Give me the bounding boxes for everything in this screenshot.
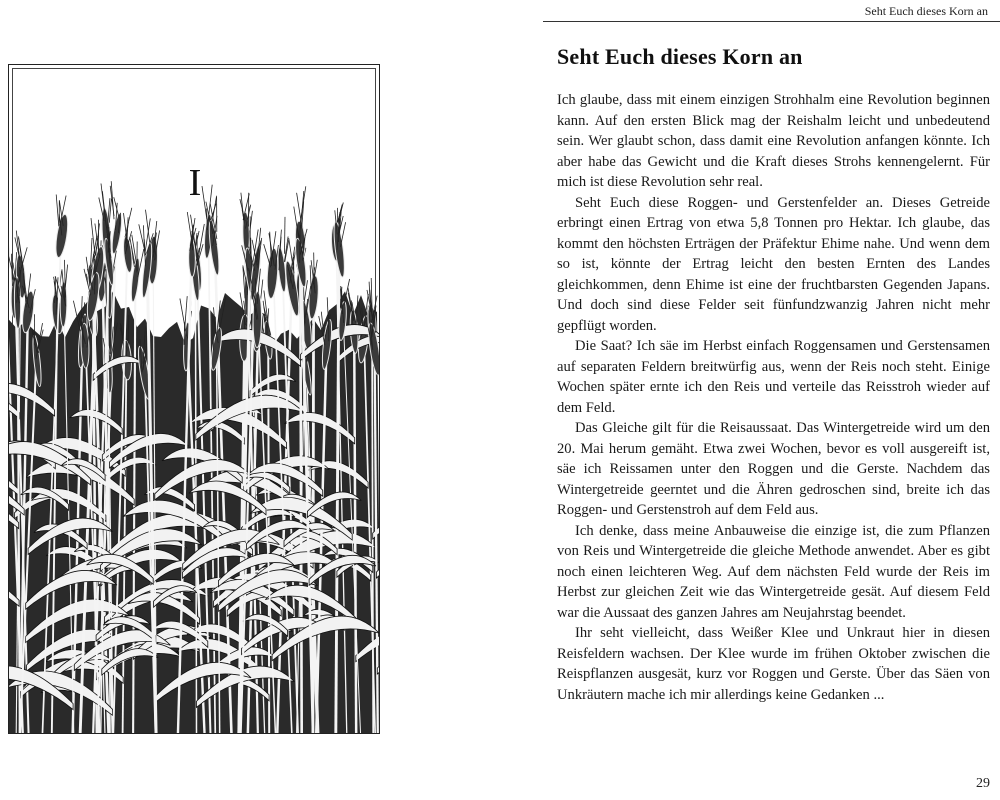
paragraph-6: Ihr seht vielleicht, dass Weißer Klee und Unkraut hier in diesen Reisfeldern wachsen. Der Klee wurde im frühen Oktober zwischen die Reispflanzen ausgesät, kurz vor Roggen und Gerste. Über das Säen von Unkräutern mache ich mir allerdings keine Gedanken ... [557,625,990,703]
chapter-number: I [188,162,202,204]
page-number: 29 [976,776,990,791]
paragraph-2: Seht Euch diese Roggen- und Gerstenfelder an. Dieses Getreide erbringt einen Ertrag von etwa 5,8 Tonnen pro Hektar. Ich glaube, das kommt den höchsten Erträgen der Präfektur Ehime nahe. Und wenn dem so ist, könnte der Ertrag leicht den besten Ernten des Landes gleichkommen, denn Ehime ist eine der fruchtbarsten Gegenden Japans. Und doch sind diese Felder seit fünfundzwanzig Jahren nicht mehr gepflügt worden. [557,194,990,334]
body-text [557,90,990,705]
paragraph-5: Ich denke, dass meine Anbauweise die einzige ist, die zum Pflanzen von Reis und Wintergetreide die gleiche Methode anwendet. Aber es gibt noch einen leichteren Weg. Auf dem nächsten Feld wurde der Reis im Herbst zur gleichen Zeit wie das Wintergetreide gesät. Auf diesem Feld war die Aussaat des ganzen Jahres am Neujahrstag beendet. [557,522,990,621]
paragraph-1: Ich glaube, dass mit einem einzigen Strohhalm eine Revolution beginnen kann. Auf den ersten Blick mag der Reishalm leicht und unbedeutend sein. Wer glaubt schon, dass damit eine Revolution anfangen könnte. Ich aber habe das Gewicht und die Kraft dieses Strohs kennengelernt. Für mich ist diese Revolution sehr real. [557,92,990,190]
paragraph-3: Die Saat? Ich säe im Herbst einfach Roggensamen und Gerstensamen auf separaten Feldern breitwürfig aus, wenn der Reis noch steht. Einige Wochen später ernte ich den Reis und verteile das Reisstroh wieder auf dem Feld. [557,338,990,416]
chapter-title: Seht Euch dieses Korn an [557,44,803,69]
header-rule [543,21,1000,22]
illustration-plate [8,64,380,734]
running-head: Seht Euch dieses Korn an [864,4,988,18]
paragraph-4: Das Gleiche gilt für die Reisaussaat. Das Wintergetreide wird um den 20. Mai herum gemäht. Etwa zwei Wochen, bevor es voll ausgereift ist, säe ich Reissamen unter den Roggen und die Gerste. Nachdem das Wintergetreide geerntet und die Ähren gedroschen sind, breite ich das Roggen- und Gerstenstroh auf dem Feld aus. [557,420,990,518]
